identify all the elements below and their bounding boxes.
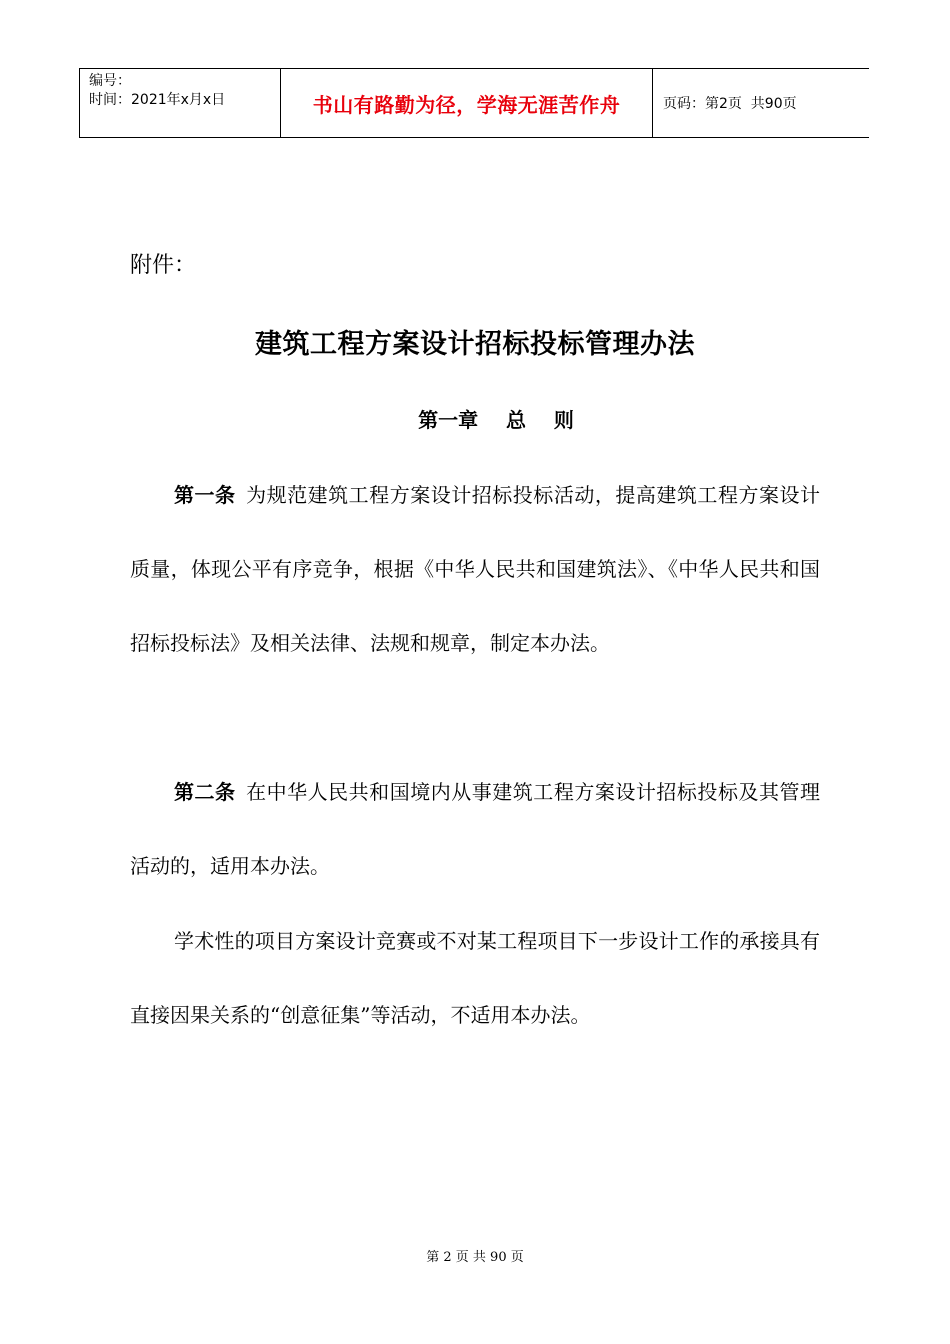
- page-header: [79, 68, 869, 138]
- document-title: 建筑工程方案设计招标投标管理办法: [255, 329, 695, 360]
- article-2-text: 在中华人民共和国境内从事建筑工程方案设计招标投标及其管理活动的，适用本办法。: [130, 780, 821, 878]
- header-meta: [79, 69, 281, 137]
- header-motto-cell: [281, 69, 653, 137]
- article-1-text: 为规范建筑工程方案设计招标投标活动，提高建筑工程方案设计质量，体现公平有序竞争，根据《中华人民共和国建筑法》、《中华人民共和国招标投标法》及相关法律、法规和规章，制定本办法。: [130, 483, 821, 655]
- annex-label: 附件：: [130, 253, 197, 278]
- time-label: 时间：2021年x月x日: [89, 92, 226, 108]
- article-2: [130, 755, 820, 903]
- motto: 书山有路勤为径，学海无涯苦作舟: [312, 92, 621, 117]
- page-info: 页码：第2页 共90页: [663, 96, 797, 112]
- page-footer: 第 2 页 共 90 页: [426, 1250, 524, 1265]
- number-label: 编号：: [89, 73, 131, 89]
- article-1-heading: 第一条: [174, 483, 236, 507]
- header-page-info-cell: [653, 69, 869, 137]
- article-1: [130, 458, 820, 680]
- chapter-heading: 第一章 总 则: [418, 408, 574, 432]
- article-2-heading: 第二条: [174, 780, 236, 804]
- article-2-note: 学术性的项目方案设计竞赛或不对某工程项目下一步设计工作的承接具有直接因果关系的“创意征集”等活动，不适用本办法。: [130, 929, 820, 1027]
